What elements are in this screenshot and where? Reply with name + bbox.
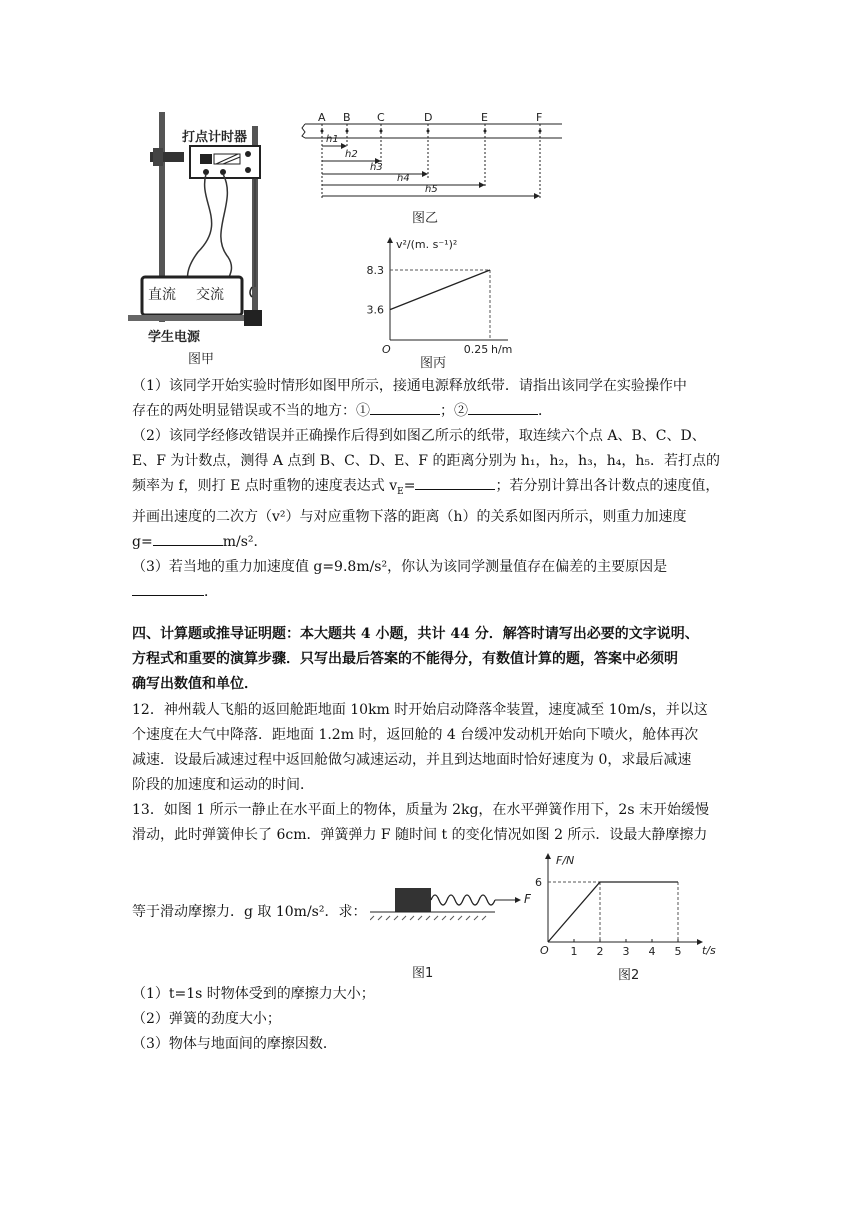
figure-jia (128, 112, 278, 367)
distance-h3: h3 (370, 162, 383, 173)
question-13-subquestions: （1）t=1s 时物体受到的摩擦力大小； （2）弹簧的劲度大小； （3）物体与地面间的摩擦因数． (132, 986, 375, 1052)
tape-point-d: D (424, 111, 433, 124)
q11-p2-line3: 频率为 f，则打 E 点时重物的速度表达式 $v_E=$ ；若分别计算出各计数点的速度值， (132, 474, 732, 505)
x-axis-label: t/s (702, 944, 716, 957)
question-12: 12．神州载人飞船的返回舱距地面 10km 时开始启动降落伞装置，速度减至 10m/s，并以这 个速度在大气中降落．距地面 1.2m 时，返回舱的 4 台缓冲发动机开始向下喷火，舱体再次 减速．设最后减速过程中返回舱做匀减速运动，并且到达地面时恰好速度为 0，求最后减速 阶段的加速度和运动的时间． (132, 702, 708, 793)
answer-blank-g[interactable] (153, 531, 223, 546)
answer-blank-2[interactable] (468, 400, 538, 415)
tape-point-b: B (343, 111, 351, 124)
distance-h2: h2 (345, 149, 358, 160)
figure-2 (530, 852, 730, 982)
data-line (548, 882, 678, 942)
y-tick-label: 8.3 (366, 264, 384, 277)
caption-jia: 图甲 (188, 352, 215, 367)
section-4-heading: 四、计算题或推导证明题：本大题共 4 小题，共计 44 分．解答时请写出必要的文字说明、 方程式和重要的演算步骤．只写出最后答案的不能得分，有数值计算的题，答案中必须明 确写出数值和单位． (132, 626, 699, 692)
caption-yi: 图乙 (412, 211, 439, 226)
caption-fig1: 图1 (412, 966, 434, 981)
caption-bing: 图丙 (420, 356, 447, 371)
x-tick-label: 0.25 (463, 343, 489, 356)
origin-label: O (382, 343, 391, 356)
q11-p3-line2: ． (132, 580, 732, 605)
y-axis-label: F/N (556, 854, 575, 867)
f-t-chart (530, 852, 730, 964)
question-13-intro: 13．如图 1 所示一静止在水平面上的物体，质量为 2kg，在水平弹簧作用下，2s 末开始缓慢 滑动，此时弹簧伸长了 6cm．弹簧弹力 F 随时间 t 的变化情况如图 2 所示．设最大静摩擦力 (132, 802, 709, 843)
power-label: 学生电源 (148, 330, 201, 345)
answer-blank-reason[interactable] (132, 581, 204, 596)
question-11-parts (132, 374, 732, 605)
distance-h1: h1 (326, 134, 339, 145)
q11-p1-line2: 存在的两处明显错误或不当的地方：① ；② ． (132, 399, 732, 424)
y-tick-label: 6 (535, 876, 542, 889)
timer-label: 打点计时器 (182, 130, 248, 145)
distance-h5: h5 (425, 184, 438, 195)
force-label: F (524, 892, 531, 906)
dc-label: 直流 (148, 287, 176, 303)
tape-point-f: F (536, 111, 543, 124)
y-axis-label: v²/(m. s⁻¹)² (396, 238, 458, 251)
q11-p1-line1: （1）该同学开始实验时情形如图甲所示，接通电源释放纸带．请指出该同学在实验操作中 (132, 378, 687, 394)
ac-label: 交流 (196, 287, 224, 303)
x-tick-label: 3 (622, 945, 630, 958)
answer-blank-1[interactable] (370, 400, 440, 415)
v2-h-chart (358, 236, 538, 368)
distance-h4: h4 (397, 173, 410, 184)
block-spring-drawing (370, 880, 540, 940)
x-tick-label: 1 (570, 945, 578, 958)
tape-point-c: C (377, 111, 385, 124)
y-tick-label: 3.6 (366, 303, 384, 317)
q11-p2-line2: E、F 为计数点，测得 A 点到 B、C、D、E、F 的距离分别为 h₁，h₂，h₃，h₄，h₅．若打点的 (132, 453, 721, 469)
data-line (390, 270, 490, 310)
x-tick-label: 5 (674, 945, 682, 958)
x-tick-label: 2 (596, 945, 604, 958)
q11-p2-line4: 并画出速度的二次方（v²）与对应重物下落的距离（h）的关系如图丙所示，则重力加速度 (132, 508, 687, 525)
figure-bing (358, 236, 538, 371)
question-13-line3: 等于滑动摩擦力．g 取 10m/s²．求： (132, 904, 367, 920)
q11-p2-line1: （2）该同学经修改错误并正确操作后得到如图乙所示的纸带，取连续六个点 A、B、C、D、 (132, 428, 706, 444)
x-axis-label: h/m (491, 343, 513, 356)
figure-yi (300, 110, 565, 225)
q11-p3-line1: （3）若当地的重力加速度值 g=9.8m/s²，你认为该同学测量值存在偏差的主要原因是 (132, 558, 668, 575)
origin-label: O (540, 944, 549, 957)
answer-blank-ve[interactable] (415, 475, 495, 490)
q11-p2-line5: g= m/s²． (132, 530, 732, 555)
caption-fig2: 图2 (618, 968, 640, 983)
tape-point-e: E (481, 111, 488, 124)
x-tick-label: 4 (648, 945, 656, 958)
tape-point-a: A (318, 111, 326, 124)
figure-1 (370, 880, 540, 980)
